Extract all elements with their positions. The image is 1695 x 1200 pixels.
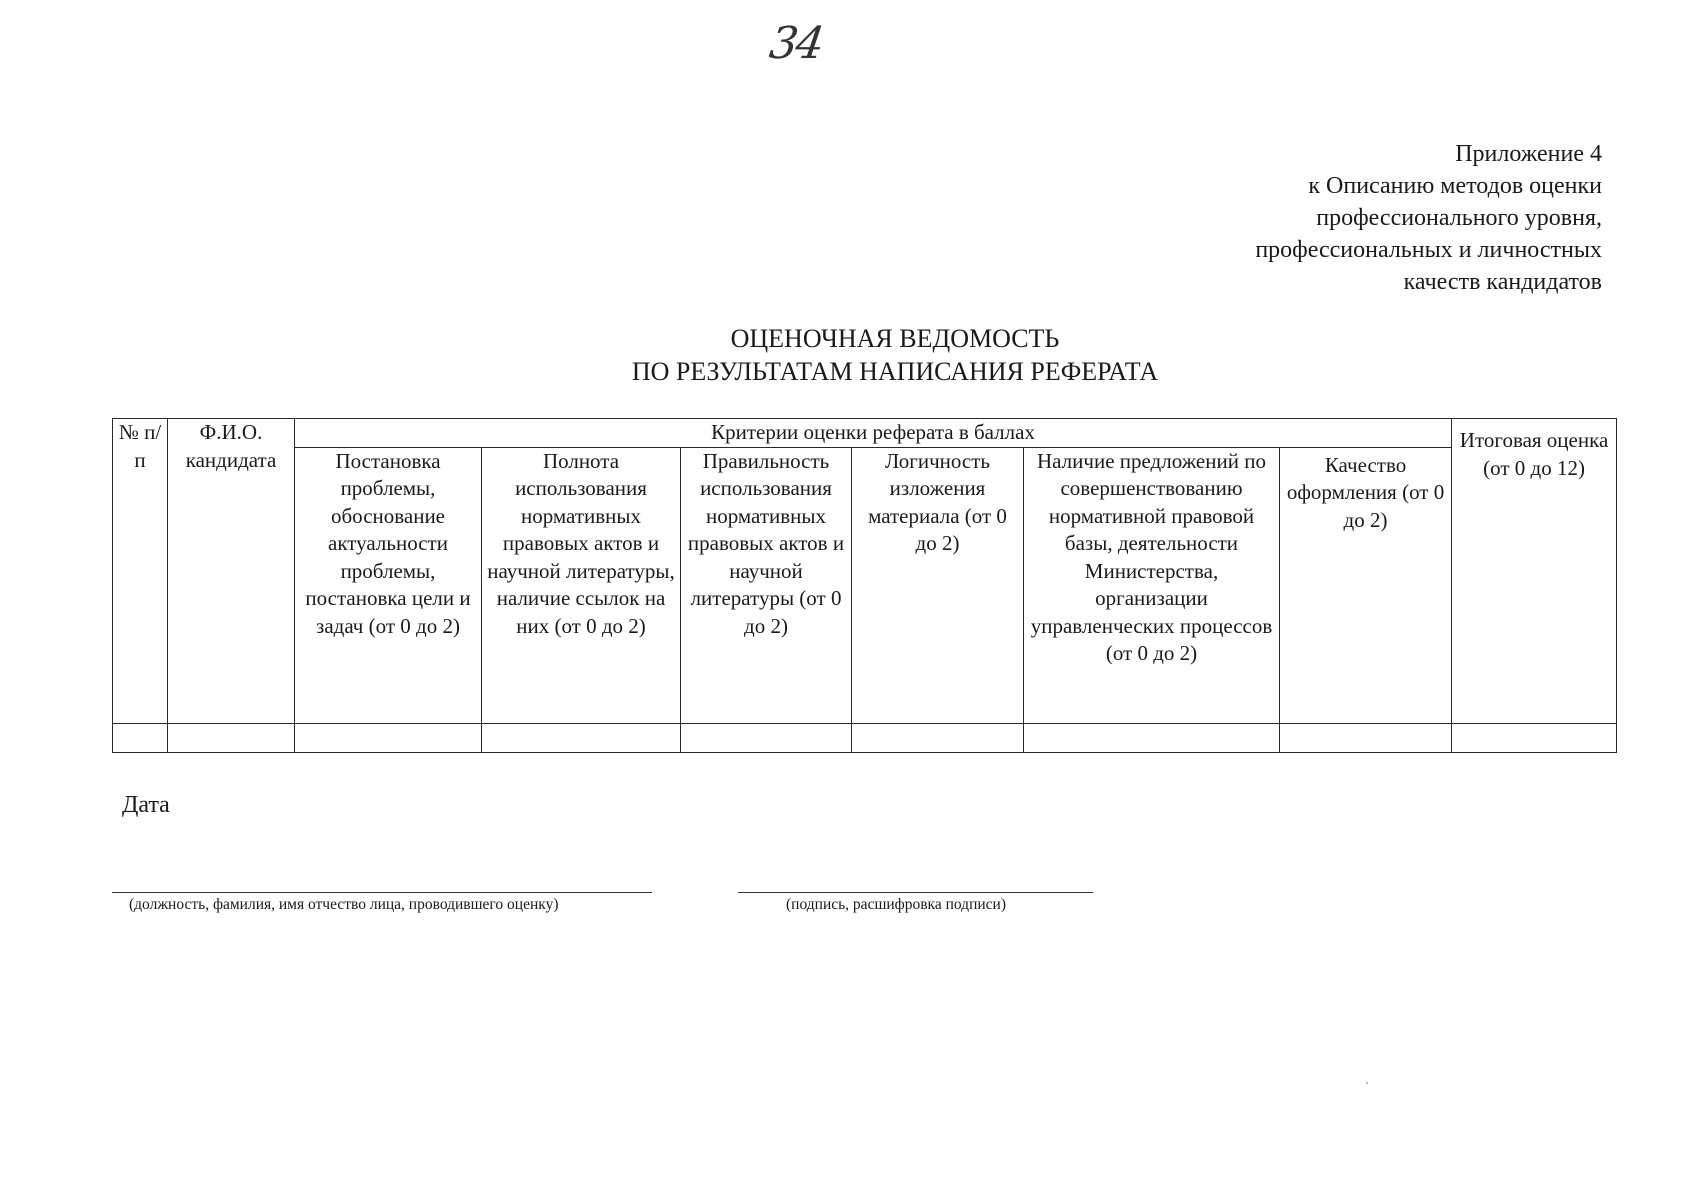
- cell-number[interactable]: [113, 723, 168, 752]
- title-line-1: ОЦЕНОЧНАЯ ВЕДОМОСТЬ: [730, 324, 1060, 353]
- criterion-completeness: Полнота использования нормативных правовых актов и научной литературы, наличие ссылок на них (от 0 до 2): [482, 447, 681, 723]
- handwritten-page-number: 34: [766, 18, 826, 69]
- document-title: [0, 322, 1695, 388]
- cell-criterion-6[interactable]: [1280, 723, 1452, 752]
- criterion-correctness: Правильность использования нормативных правовых актов и научной литературы (от 0 до 2): [681, 447, 852, 723]
- cell-total[interactable]: [1452, 723, 1617, 752]
- appendix-line-5: качеств кандидатов: [1403, 269, 1602, 295]
- scan-speck: [1366, 1082, 1368, 1084]
- cell-criterion-1[interactable]: [295, 723, 482, 752]
- criterion-proposals: Наличие предложений по совершенствованию нормативной правовой базы, деятельности Министерства, организации управленческих процессов (от 0 до 2): [1024, 447, 1280, 723]
- signature-line-signature[interactable]: [738, 892, 1093, 893]
- header-number: № п/п: [113, 419, 168, 724]
- criterion-formatting: Качество оформления (от 0 до 2): [1280, 447, 1452, 723]
- appendix-line-1: Приложение 4: [1455, 141, 1602, 167]
- cell-criterion-4[interactable]: [852, 723, 1024, 752]
- evaluation-table: [112, 418, 1617, 753]
- evaluator-caption: (должность, фамилия, имя отчество лица, проводившего оценку): [129, 896, 559, 913]
- criterion-logic: Логичность изложения материала (от 0 до 2): [852, 447, 1024, 723]
- appendix-line-3: профессионального уровня,: [1316, 205, 1602, 231]
- criterion-problem-statement: Постановка проблемы, обоснование актуальности проблемы, постановка цели и задач (от 0 до 2): [295, 447, 482, 723]
- title-line-2: ПО РЕЗУЛЬТАТАМ НАПИСАНИЯ РЕФЕРАТА: [631, 357, 1159, 386]
- signature-line-evaluator[interactable]: [112, 892, 652, 893]
- header-total-score: Итоговая оценка (от 0 до 12): [1452, 419, 1617, 724]
- cell-criterion-2[interactable]: [482, 723, 681, 752]
- cell-criterion-5[interactable]: [1024, 723, 1280, 752]
- appendix-note: [1255, 138, 1602, 298]
- signature-caption: (подпись, расшифровка подписи): [786, 896, 1006, 913]
- appendix-line-2: к Описанию методов оценки: [1308, 173, 1602, 199]
- header-criteria: Критерии оценки реферата в баллах: [295, 419, 1452, 448]
- cell-candidate-name[interactable]: [168, 723, 295, 752]
- appendix-line-4: профессиональных и личностных: [1255, 237, 1602, 263]
- header-candidate-name: Ф.И.О. кандидата: [168, 419, 295, 724]
- date-label: Дата: [122, 792, 170, 818]
- table-row: [113, 723, 1617, 752]
- cell-criterion-3[interactable]: [681, 723, 852, 752]
